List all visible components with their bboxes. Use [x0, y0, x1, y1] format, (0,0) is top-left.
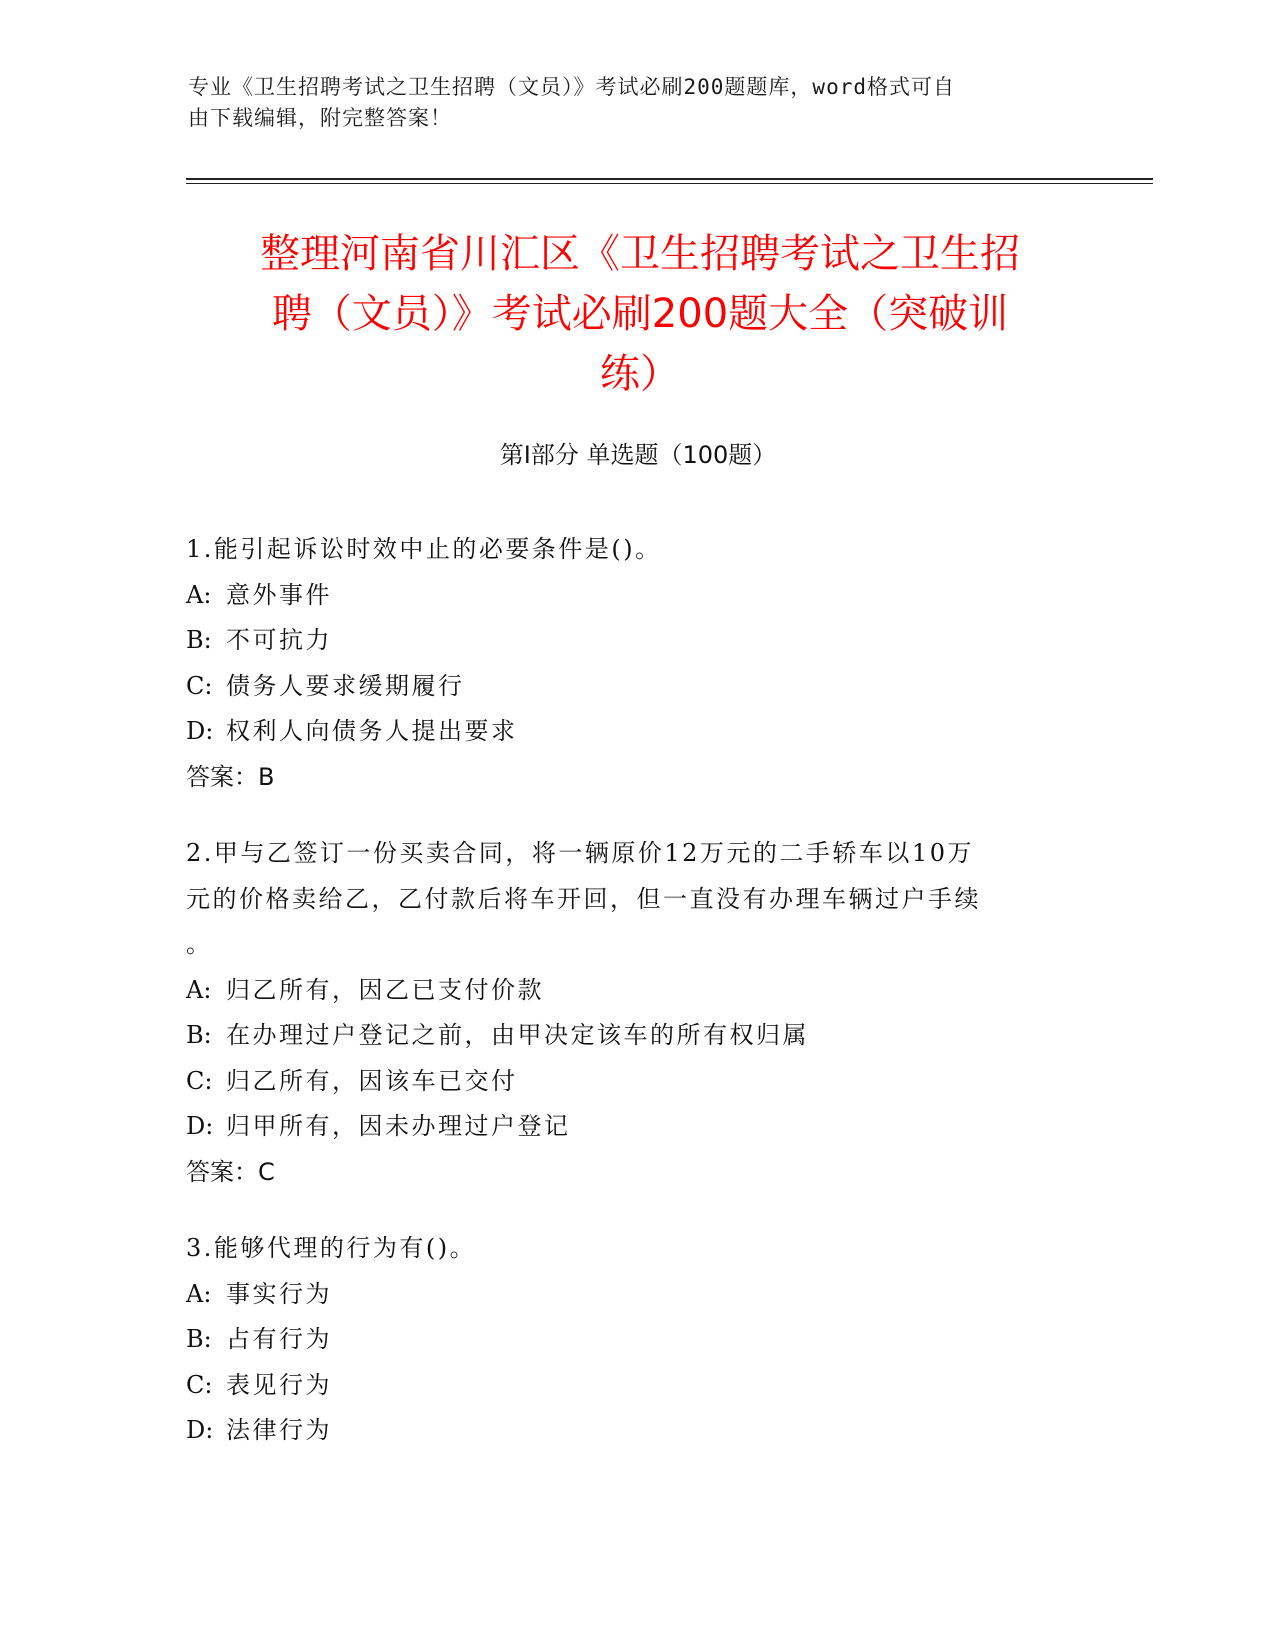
option-text: 事实行为: [226, 1279, 332, 1308]
answer-option: [186, 1317, 1066, 1363]
answer-line: 答案：C: [186, 1157, 275, 1186]
option-key: D:: [186, 1112, 214, 1140]
document-title-line-2: 聘（文员）》考试必刷200题大全（突破训: [271, 291, 1009, 337]
option-text: 权利人向债务人提出要求: [226, 717, 518, 745]
question-stem-line: 。: [186, 930, 213, 958]
option-text: 不可抗力: [226, 626, 332, 654]
option-text: 表见行为: [226, 1370, 332, 1399]
header-note: [188, 72, 1068, 134]
answer-option: [186, 1272, 1066, 1318]
question-2: [186, 831, 1066, 1195]
answer-option: [186, 573, 1066, 619]
option-key: C:: [186, 671, 213, 700]
option-key: C:: [186, 1370, 213, 1399]
question-stem-line: 3.能够代理的行为有()。: [186, 1234, 477, 1262]
option-key: B:: [186, 626, 212, 654]
option-key: D:: [186, 717, 214, 745]
option-key: B:: [186, 1021, 212, 1049]
header-divider-thin: [186, 183, 1153, 184]
answer-option: [186, 1059, 1066, 1105]
answer-option: [186, 968, 1066, 1014]
question-3: [186, 1226, 1066, 1454]
option-key: A:: [186, 1279, 212, 1308]
section-title: 第Ⅰ部分 单选题（100题）: [499, 441, 777, 469]
header-note-line-1: 专业《卫生招聘考试之卫生招聘（文员）》考试必刷200题题库，word格式可自: [188, 75, 955, 99]
option-text: 归乙所有，因乙已支付价款: [226, 975, 544, 1004]
document-title-line-1: 整理河南省川汇区《卫生招聘考试之卫生招: [260, 231, 1020, 277]
question-1: [186, 527, 1066, 800]
answer-option: [186, 709, 1066, 755]
answer-option: [186, 1408, 1066, 1454]
document-title: [180, 224, 1100, 404]
option-text: 债务人要求缓期履行: [226, 671, 465, 700]
question-stem-line: 2.甲与乙签订一份买卖合同，将一辆原价12万元的二手轿车以10万: [186, 839, 974, 867]
question-stem-line: 1.能引起诉讼时效中止的必要条件是()。: [186, 535, 662, 563]
answer-option: [186, 664, 1066, 710]
answer-option: [186, 1104, 1066, 1150]
option-text: 意外事件: [226, 580, 332, 609]
option-text: 法律行为: [226, 1416, 332, 1444]
header-note-line-2: 由下载编辑，附完整答案！: [188, 106, 452, 130]
option-key: C:: [186, 1066, 213, 1095]
option-text: 在办理过户登记之前，由甲决定该车的所有权归属: [226, 1021, 809, 1049]
question-stem-line: 元的价格卖给乙，乙付款后将车开回，但一直没有办理车辆过户手续: [186, 884, 981, 913]
option-key: A:: [186, 580, 212, 609]
document-title-line-3: 练）: [600, 351, 680, 397]
option-text: 归乙所有，因该车已交付: [226, 1066, 518, 1095]
answer-option: [186, 618, 1066, 664]
question-list: [186, 527, 1066, 1485]
option-key: D:: [186, 1416, 214, 1444]
answer-line: 答案：B: [186, 762, 275, 791]
option-text: 归甲所有，因未办理过户登记: [226, 1112, 571, 1140]
header-divider-thick: [186, 178, 1153, 180]
answer-option: [186, 1363, 1066, 1409]
option-key: A:: [186, 975, 212, 1004]
option-key: B:: [186, 1325, 212, 1353]
answer-option: [186, 1013, 1066, 1059]
option-text: 占有行为: [226, 1325, 332, 1353]
